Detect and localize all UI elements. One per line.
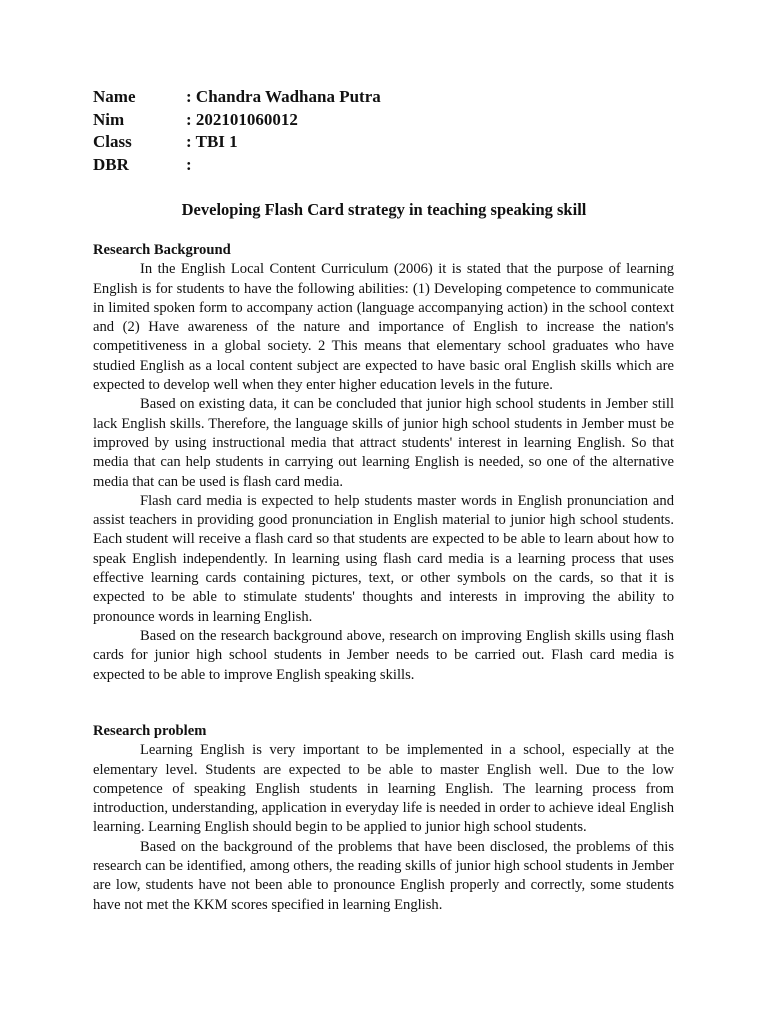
section-heading: Research Background [93, 242, 231, 258]
section-research-problem [93, 722, 674, 915]
paragraph: In the English Local Content Curriculum (2006) it is stated that the purpose of learning English is for students to have the following abilities: (1) Developing competence to communicate in limited spoken form to accompany action (language accompanying action) in the school context and (2) Have awareness of the nature and importance of English to increase the nation's competitiveness in a global society. 2 This means that elementary school graduates who have studied English as a local content subject are expected to have basic oral English skills which are expected to develop well when they enter higher education levels in the future. [93, 261, 674, 394]
info-label: DBR [93, 154, 129, 174]
info-value: : 202101060012 [186, 109, 298, 129]
info-value: : Chandra Wadhana Putra [186, 87, 381, 106]
paragraph: Learning English is very important to be implemented in a school, especially at the elementary level. Students are expected to be able to master English well. Due to the low competence of speaking English students in learning English. The learning process from introduction, understanding, application in everyday life is needed in order to achieve ideal English learning. Learning English should begin to be applied to junior high school students. [93, 742, 674, 836]
section-research-background [93, 241, 674, 685]
info-row-name [93, 86, 381, 109]
paragraph: Based on the research background above, research on improving English skills using flash cards for junior high school students in Jember needs to be carried out. Flash card media is expected to be able to improve English speaking skills. [93, 627, 674, 683]
paragraph: Based on the background of the problems that have been disclosed, the problems of this research can be identified, among others, the reading skills of junior high school students in Jember are low, students have not been able to pronounce English properly and correctly, some students have not met the KKM scores specified in learning English. [93, 838, 674, 913]
info-label: Class [93, 132, 132, 151]
info-value: : TBI 1 [186, 132, 238, 151]
info-row-dbr [93, 154, 381, 177]
document-title: Developing Flash Card strategy in teaching speaking skill [181, 200, 587, 219]
info-value: : [186, 154, 192, 174]
paragraph: Based on existing data, it can be concluded that junior high school students in Jember still lack English skills. Therefore, the language skills of junior high school students in Jember must be improved by using instructional media that attract students' interest in learning English. So that media that can help students in carrying out learning English is needed, so one of the alternative media that can be used is flash card media. [93, 396, 674, 490]
student-info [93, 86, 381, 176]
info-label: Nim [93, 109, 125, 129]
paragraph: Flash card media is expected to help students master words in English pronunciation and assist teachers in providing good pronunciation in English material to junior high school students. Each student will receive a flash card so that students are expected to be able to learn about how to speak English independently. In learning using flash card media is a learning process that uses effective learning cards containing pictures, text, or other symbols on the cards, so that it is expected to be able to stimulate students' thoughts and interests in improving the ability to pronounce words in learning English. [93, 492, 674, 625]
info-row-class [93, 131, 381, 154]
section-heading: Research problem [93, 723, 207, 739]
info-label: Name [93, 87, 136, 106]
info-row-nim [93, 109, 381, 132]
